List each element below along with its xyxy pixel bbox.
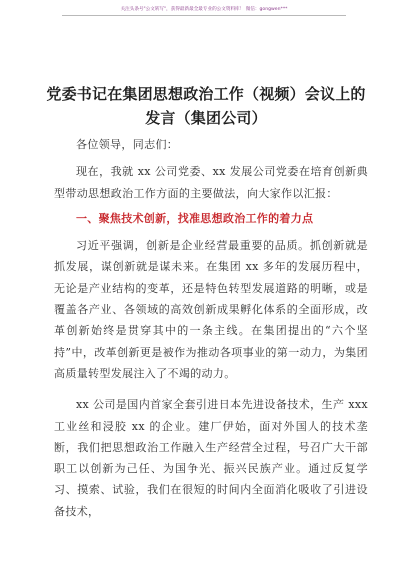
header-banner xyxy=(62,4,346,16)
body-paragraph-2: xx 公司是国内首家全套引进日本先进设备技术，生产 xxx 工业丝和浸胶 xx 的企业。建厂伊始，面对外国人的技术垄断，我们把思想政治工作融入生产经营全过程，号召广大干部职工以创新为己任、为国争光、振兴民族产业。通过反复学习、摸索、试验，我们在很短的时间内全面消化吸收了引进设备技术， xyxy=(54,398,368,518)
document-title: 党委书记在集团思想政治工作（视频）会议上的发言（集团公司） xyxy=(46,85,366,127)
header-banner-text: 关注头条号"公文转写"，获得最新最全最专业的公文资料库！ 微信：gongwen*** xyxy=(120,7,288,12)
document-body xyxy=(54,134,368,522)
body-paragraph-1: 习近平强调，创新是企业经营最重要的品质。抓创新就是抓发展，谋创新就是谋未来。在集团 xx 多年的发展历程中，无论是产业结构的变革，还是特色转型发展道路的明晰，或是覆盖各产业、各领域的高效创新成果孵化体系的全面形成，改革创新始终是贯穿其中的一条主线。在集团提出的“六个坚持”中，改革创新更是被作为推动各项事业的第一动力，为集团高质量转型发展注入了不竭的动力。 xyxy=(54,239,368,380)
section-heading-1: 一、聚焦技术创新，找准思想政治工作的着力点 xyxy=(76,211,314,225)
salutation: 各位领导，同志们： xyxy=(76,138,179,151)
intro-paragraph: 现在，我就 xx 公司党委、xx 发展公司党委在培育创新典型带动思想政治工作方面的主要做法，向大家作以汇报： xyxy=(54,165,368,200)
